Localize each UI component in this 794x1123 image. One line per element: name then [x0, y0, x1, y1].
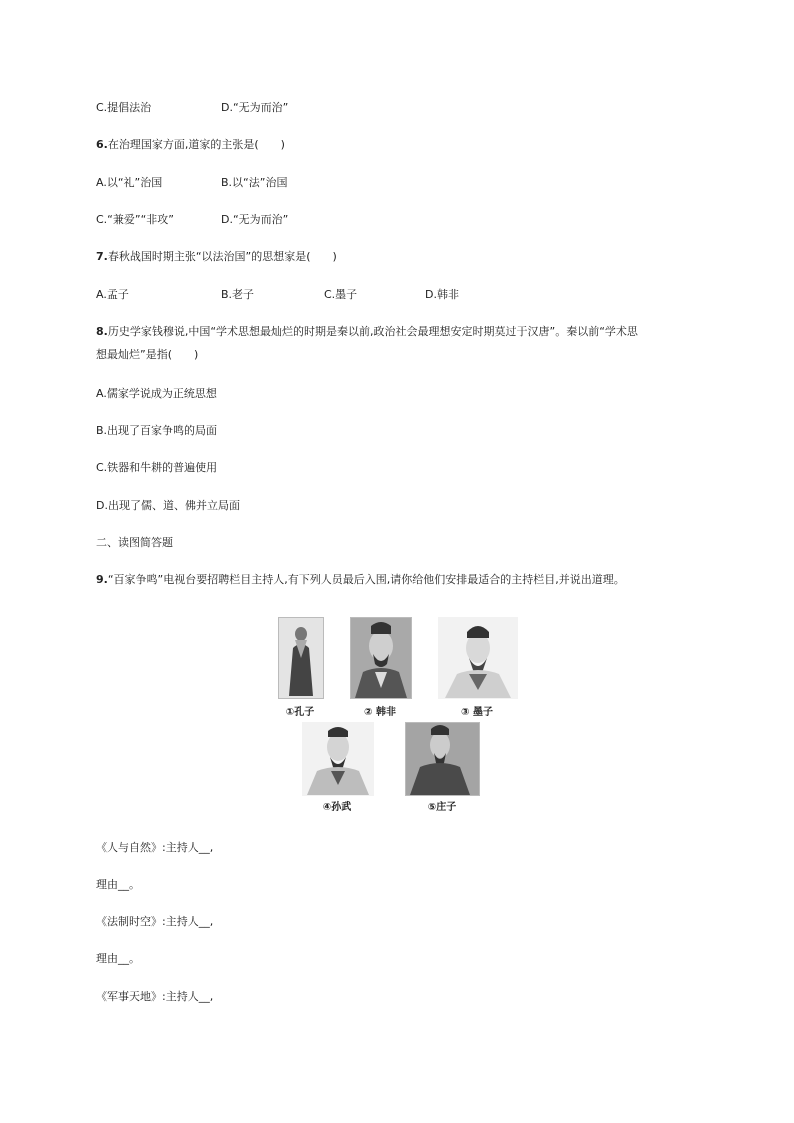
answer-line-military-host: 《军事天地》:主持人__,: [96, 990, 214, 1003]
question-number: 9.: [96, 573, 108, 586]
question-number: 6.: [96, 138, 108, 151]
question-6: [96, 137, 285, 153]
q8-option-d: D.出现了儒、道、佛并立局面: [96, 499, 240, 512]
question-stem: 在治理国家方面,道家的主张是( ): [107, 138, 285, 151]
answer-line-nature-host: 《人与自然》:主持人__,: [96, 841, 214, 854]
portrait-hanfei: [350, 617, 412, 699]
q6-option-a: A.以“礼”治国: [96, 176, 163, 189]
portrait-caption: ①孔子: [285, 707, 315, 718]
portrait-caption: ② 韩非: [364, 707, 396, 718]
q6-option-d: D.“无为而治”: [221, 213, 289, 226]
answer-line-nature-reason: 理由__。: [96, 878, 140, 891]
portrait-mozi: [438, 617, 518, 699]
question-8-continued: 想最灿烂”是指( ): [96, 348, 199, 361]
question-8: [96, 324, 638, 340]
q8-option-b: B.出现了百家争鸣的局面: [96, 424, 218, 437]
portrait-caption: ③ 墨子: [461, 707, 493, 718]
q7-option-b: B.老子: [221, 288, 255, 301]
question-9: [96, 572, 625, 588]
q6-option-c: C.“兼爱”“非攻”: [96, 213, 174, 226]
portrait-caption: ④孙武: [322, 802, 352, 813]
portrait-sunwu: [302, 722, 374, 796]
question-number: 7.: [96, 250, 108, 263]
question-7: [96, 249, 337, 265]
portrait-zhuangzi: [405, 722, 480, 796]
q8-option-c: C.铁器和牛耕的普遍使用: [96, 461, 218, 474]
q7-option-c: C.墨子: [324, 288, 358, 301]
section-heading: 二、读图简答题: [96, 536, 173, 549]
q5-option-c: C.提倡法治: [96, 101, 152, 114]
question-stem: 历史学家钱穆说,中国“学术思想最灿烂的时期是秦以前,政治社会最理想安定时期莫过于汉唐”。秦以前“学术思: [107, 325, 638, 338]
question-stem: 春秋战国时期主张“以法治国”的思想家是( ): [107, 250, 337, 263]
question-number: 8.: [96, 325, 108, 338]
q7-option-a: A.孟子: [96, 288, 129, 301]
question-stem: “百家争鸣”电视台要招聘栏目主持人,有下列人员最后入围,请你给他们安排最适合的主持栏目,并说出道理。: [107, 573, 625, 586]
answer-line-law-reason: 理由__。: [96, 952, 140, 965]
q5-option-d: D.“无为而治”: [221, 101, 289, 114]
answer-line-law-host: 《法制时空》:主持人__,: [96, 915, 214, 928]
q8-option-a: A.儒家学说成为正统思想: [96, 387, 217, 400]
portrait-confucius: [278, 617, 324, 699]
q7-option-d: D.韩非: [425, 288, 459, 301]
portrait-caption: ⑤庄子: [427, 802, 457, 813]
q6-option-b: B.以“法”治国: [221, 176, 288, 189]
